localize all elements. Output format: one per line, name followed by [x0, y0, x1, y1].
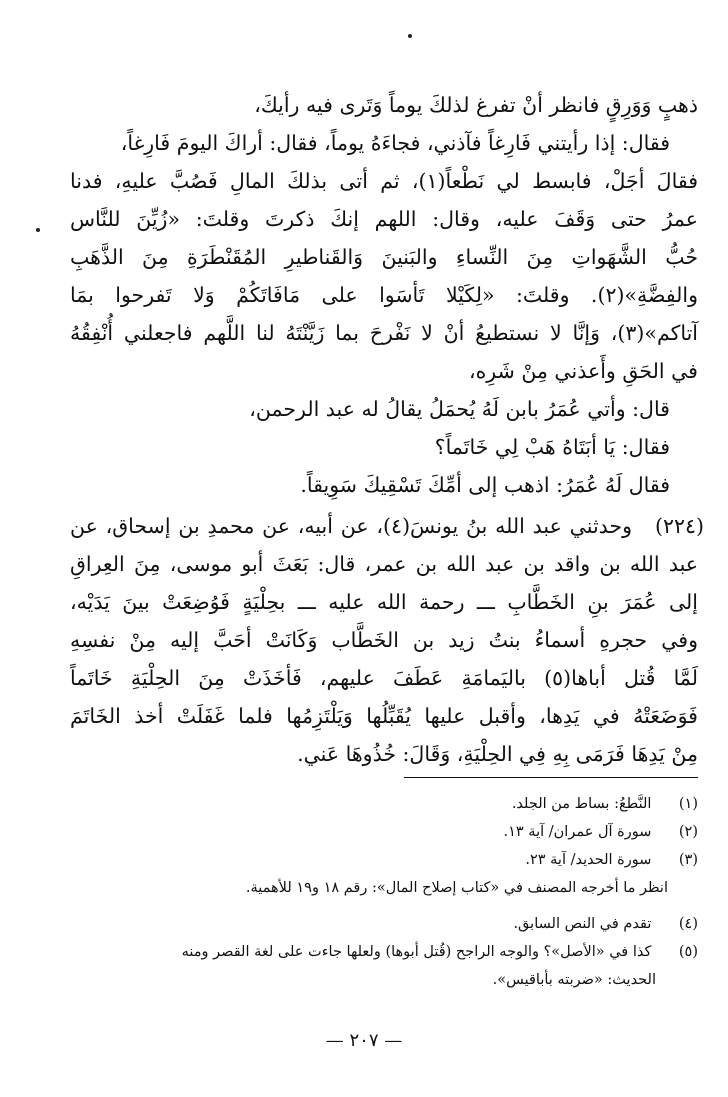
footnote	[60, 940, 698, 964]
footnote-number: (٤)	[678, 916, 698, 932]
text-line: فقال: إذا رأيتني فَارِغاً فآذني، فجاءَهُ يوماً، فقال: أراكَ اليومَ فَارِغاً،	[120, 131, 670, 155]
footnote-text: سورة آل عمران/ آية ١٣.	[503, 824, 652, 840]
ink-speck	[36, 228, 40, 232]
footnote-text: سورة الحديد/ آية ٢٣.	[525, 852, 652, 868]
text-line: آتاكم»(٣)، وَإنَّا لا نستطيعُ أنْ لا نَفْرحَ بما زَيَّنْتَهُ لنا اللَّهم فاجعلني أُنْفِقُهُ	[70, 321, 698, 345]
page-number: — ٢٠٧ —	[325, 1030, 403, 1051]
text-line: حُبُّ الشَّهَواتِ مِنَ النِّساءِ والبَنينَ وَالقَناطيرِ المُقَنْطَرَةِ مِنَ الذَّهَبِ	[70, 245, 698, 269]
footnote-number: (٢)	[678, 824, 698, 840]
footnote-note: انظر ما أخرجه المصنف في «كتاب إصلاح المال»: رقم ١٨ و١٩ للأهمية.	[245, 880, 668, 896]
text-line: فَوَضَعَتْهُ في يَدِها، وأقبل عليها يُقَبِّلُها وَيَلْتَزِمُها فلما غَفَلَتْ أخذ الخَاتَمَ	[70, 704, 698, 728]
text-line: لَمَّا قُتل أباها(٥) باليَمامَةِ عَطَفَ عليهم، فَأخَذَتْ مِنَ الحِلْيَةِ خَاتَماً	[70, 666, 698, 690]
text-line: فقال: يَا أبَتَاهُ هَبْ لِي خَاتَماً؟	[434, 435, 670, 459]
footnote-text: تقدم في النص السابق.	[513, 916, 652, 932]
text-line: عمرُ حتى وَقَفَ عليه، وقال: اللهم إنكَ ذكرتَ وقلتَ: «زُيِّنَ للنَّاس	[70, 207, 698, 231]
footnote-number: (٥)	[678, 944, 698, 960]
footnote-continuation: الحديث: «ضربته بأباقيس».	[492, 972, 656, 988]
entry-number: (٢٢٤)	[654, 514, 704, 538]
text-line: وفي حجرهِ أسماءُ بنتُ زيد بن الخَطَّاب وَكَانَتْ أحَبَّ إليه مِنْ نفسِهِ	[70, 628, 698, 652]
footnote	[60, 848, 698, 872]
footnote	[60, 792, 698, 816]
footnote	[60, 820, 698, 844]
footnote-text: كذا في «الأصل»؟ والوجه الراجح (قُتل أبوها) ولعلها جاءت على لغة القصر ومنه	[181, 944, 652, 960]
text-line: عبد الله بن واقد بن عبد الله بن عمر، قال: بَعَثَ أبو موسى، مِنَ العِراقِ	[70, 552, 698, 576]
footnote	[60, 912, 698, 936]
text-line: قال: وأتي عُمَرُ بابن لَهُ يُحمَلُ يقالُ له عبد الرحمن،	[249, 397, 670, 421]
text-line: والفِضَّةِ»(٢). وقلتَ: «لِكَيْلا تَأسَوا على مَافَاتَكُمْ وَلا تَفرحوا بمَا	[70, 283, 698, 307]
text-line: فقال لَهُ عُمَرُ: اذهب إلى أمِّكَ تَسْقِيكَ سَوِيقاً.	[300, 473, 670, 497]
footnote-number: (٣)	[678, 852, 698, 868]
text-line: وحدثني عبد الله بنُ يونسَ(٤)، عن أبيه، عن محمدِ بن إسحاق، عن	[70, 514, 632, 538]
text-line: ذهبٍ وَوَرِقٍ فانظر أنْ تفرغ لذلكَ يوماً وَتَرى فيه رأيكَ،	[254, 93, 698, 117]
text-line: مِنْ يَدِهَا فَرَمَى بِهِ فِي الحِلْيَةِ، وَقَالَ: خُذُوهَا عَني.	[297, 742, 698, 766]
footnote-separator	[404, 777, 698, 778]
text-line: فقالَ أجَلْ، فابسط لي نَطْعاً(١)، ثم أتى بذلكَ المالِ فَصُبَّ عليهِ، فدنا	[70, 169, 698, 193]
text-line: في الحَقِ وأَعذني مِنْ شَرِه،	[468, 359, 698, 383]
footnote-text: النَّطعُ: بساط من الجلد.	[511, 796, 652, 812]
ink-speck	[408, 34, 412, 38]
text-line: إلى عُمَرَ بنِ الخَطَّابِ ـــ رحمة الله عليه ـــ بحِلْيَةٍ فَوُضِعَتْ بينَ يَدَيْه،	[70, 590, 698, 614]
footnote-number: (١)	[678, 796, 698, 812]
